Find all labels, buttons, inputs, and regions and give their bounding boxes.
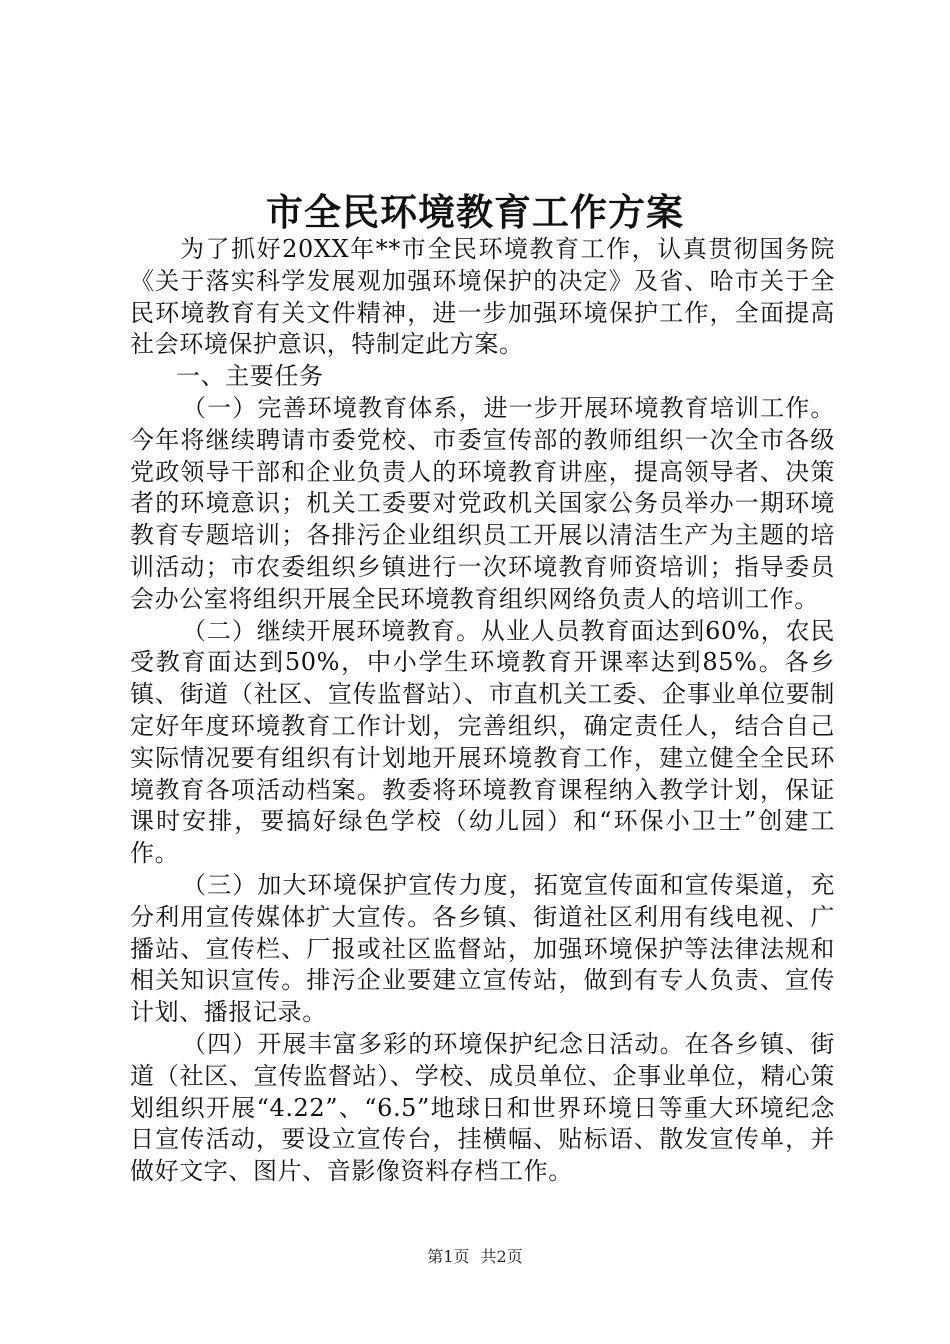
document-body [130,234,835,1188]
document-title: 市全民环境教育工作方案 [266,190,684,234]
intro-paragraph: 为了抓好20XX年**市全民环境教育工作，认真贯彻国务院《关于落实科学发展观加强环境保护的决定》及省、哈市关于全民环境教育有关文件精神，进一步加强环境保护工作，全面提高社会环境保护意识，特制定此方案。 [130,235,835,359]
page-footer [0,1244,950,1267]
task-paragraph-3: （三）加大环境保护宣传力度，拓宽宣传面和宣传渠道，充分利用宣传媒体扩大宣传。各乡镇、街道社区利用有线电视、广播站、宣传栏、厂报或社区监督站，加强环境保护等法律法规和相关知识宣传。排污企业要建立宣传站，做到有专人负责、宣传计划、播报记录。 [130,870,835,1027]
page-number: 第1页 [427,1247,470,1266]
task-paragraph-4: （四）开展丰富多彩的环境保护纪念日活动。在各乡镇、街道（社区、宣传监督站）、学校、成员单位、企事业单位，精心策划组织开展“4.22”、“6.5”地球日和世界环境日等重大环境纪念日宣传活动，要设立宣传台，挂横幅、贴标语、散发宣传单，并做好文字、图片、音影像资料存档工作。 [130,1029,835,1186]
task-paragraph-1: （一）完善环境教育体系，进一步开展环境教育培训工作。今年将继续聘请市委党校、市委宣传部的教师组织一次全市各级党政领导干部和企业负责人的环境教育讲座，提高领导者、决策者的环境意识；机关工委要对党政机关国家公务员举办一期环境教育专题培训；各排污企业组织员工开展以清洁生产为主题的培训活动；市农委组织乡镇进行一次环境教育师资培训；指导委员会办公室将组织开展全民环境教育组织网络负责人的培训工作。 [130,393,835,613]
section-heading-main-tasks: 一、主要任务 [176,362,324,391]
task-paragraph-2: （二）继续开展环境教育。从业人员教育面达到60%，农民受教育面达到50%，中小学生环境教育开课率达到85%。各乡镇、街道（社区、宣传监督站）、市直机关工委、企事业单位要制定好年度环境教育工作计划，完善组织，确定责任人，结合自己实际情况要有组织有计划地开展环境教育工作，建立健全全民环境教育各项活动档案。教委将环境教育课程纳入教学计划，保证课时安排，要搞好绿色学校（幼儿园）和“环保小卫士”创建工作。 [130,616,835,868]
page-total: 共2页 [480,1247,523,1266]
